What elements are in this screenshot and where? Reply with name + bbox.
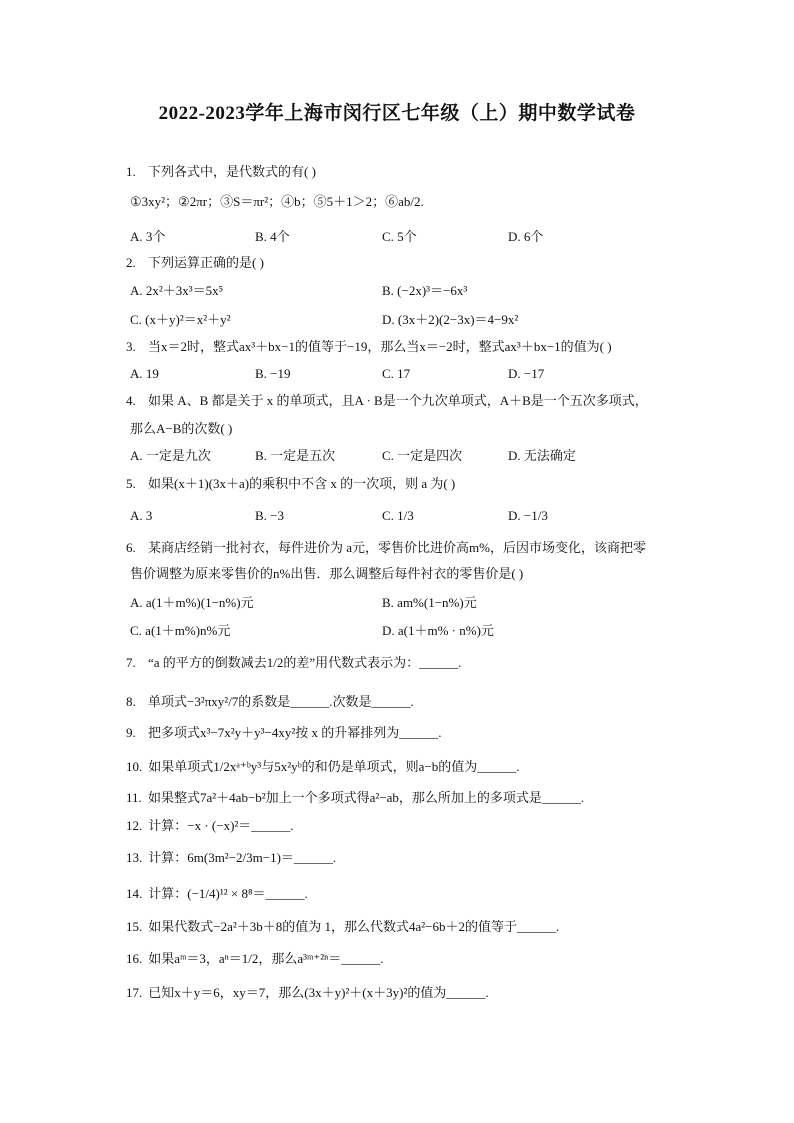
option-a[interactable]: A. 2x²＋3x³＝5x⁵ bbox=[130, 283, 224, 298]
question-6-cont: 售价调整为原来零售价的n%出售．那么调整后每件衬衣的零售价是( ) bbox=[130, 566, 524, 581]
question-number: 12. bbox=[126, 818, 143, 833]
question-number: 15. bbox=[126, 919, 143, 934]
question-number: 13. bbox=[126, 850, 143, 865]
question-stem: 如果(x＋1)(3x＋a)的乘积中不含 x 的一次项，则 a 为( ) bbox=[148, 476, 456, 491]
option-c[interactable]: C. 1/3 bbox=[382, 508, 414, 523]
question-1 bbox=[126, 162, 316, 182]
option-b[interactable]: B. −3 bbox=[255, 508, 285, 523]
page-title: 2022-2023学年上海市闵行区七年级（上）期中数学试卷 bbox=[158, 103, 636, 124]
question-number: 11. bbox=[126, 790, 142, 805]
question-stem: 某商店经销一批衬衣，每件进价为 a元，零售价比进价高m%，后因市场变化，该商把零 bbox=[148, 540, 646, 555]
option-c[interactable]: C. 一定是四次 bbox=[382, 448, 463, 463]
question-16 bbox=[126, 949, 383, 969]
question-stem[interactable]: 如果aᵐ＝3，aⁿ＝1/2，那么a³ᵐ⁺²ⁿ＝______. bbox=[148, 951, 384, 966]
question-stem[interactable]: 如果整式7a²＋4ab−b²加上一个多项式得a²−ab，那么所加上的多项式是______. bbox=[148, 790, 585, 805]
question-stem[interactable]: 如果单项式1/2xᵃ⁺ᵇy³与5x²yᵇ的和仍是单项式，则a−b的值为______. bbox=[148, 759, 520, 774]
question-number: 16. bbox=[126, 951, 143, 966]
question-stem[interactable]: “a 的平方的倒数减去1/2的差”用代数式表示为：______. bbox=[148, 655, 462, 670]
question-stem: 下列运算正确的是( ) bbox=[148, 255, 264, 270]
option-c[interactable]: C. a(1＋m%)n%元 bbox=[130, 623, 231, 638]
question-15 bbox=[126, 917, 559, 937]
option-b[interactable]: B. 4个 bbox=[255, 229, 290, 244]
question-13 bbox=[126, 848, 336, 868]
option-d[interactable]: D. −1/3 bbox=[508, 508, 548, 523]
question-8 bbox=[126, 692, 414, 712]
option-d[interactable]: D. −17 bbox=[508, 366, 545, 381]
option-c[interactable]: C. (x＋y)²＝x²＋y² bbox=[130, 312, 231, 327]
question-4-cont: 那么A−B的次数( ) bbox=[130, 421, 233, 436]
question-3 bbox=[126, 337, 612, 357]
question-stem[interactable]: 计算：−x · (−x)²＝______. bbox=[148, 818, 294, 833]
option-a[interactable]: A. a(1＋m%)(1−n%)元 bbox=[130, 595, 254, 610]
option-b[interactable]: B. 一定是五次 bbox=[255, 448, 336, 463]
question-stem: 下列各式中，是代数式的有( ) bbox=[148, 164, 316, 179]
question-11 bbox=[126, 788, 584, 808]
question-stem: 如果 A、B 都是关于 x 的单项式，且A · B是一个九次单项式，A＋B是一个五次多项式， bbox=[148, 393, 648, 408]
question-number: 9. bbox=[126, 725, 136, 740]
option-b[interactable]: B. am%(1−n%)元 bbox=[382, 595, 477, 610]
question-number: 17. bbox=[126, 985, 143, 1000]
question-10 bbox=[126, 757, 519, 777]
question-number: 3. bbox=[126, 339, 136, 354]
option-b[interactable]: B. −19 bbox=[255, 366, 291, 381]
question-stem[interactable]: 把多项式x³−7x²y＋y³−4xy²按 x 的升幂排列为______. bbox=[148, 725, 442, 740]
option-d[interactable]: D. 无法确定 bbox=[508, 448, 576, 463]
question-number: 1. bbox=[126, 164, 136, 179]
question-17 bbox=[126, 983, 489, 1003]
option-a[interactable]: A. 一定是九次 bbox=[130, 448, 211, 463]
question-number: 10. bbox=[126, 759, 143, 774]
option-d[interactable]: D. (3x＋2)(2−3x)＝4−9x² bbox=[382, 312, 519, 327]
question-12 bbox=[126, 816, 294, 836]
question-1-items: ①3xy²；②2πr；③S＝πr²；④b；⑤5＋1＞2；⑥ab/2. bbox=[130, 194, 424, 209]
question-stem[interactable]: 如果代数式−2a²＋3b＋8的值为 1，那么代数式4a²−6b＋2的值等于______. bbox=[148, 919, 560, 934]
option-c[interactable]: C. 5个 bbox=[382, 229, 417, 244]
question-number: 8. bbox=[126, 694, 136, 709]
question-number: 7. bbox=[126, 655, 136, 670]
question-14 bbox=[126, 884, 308, 904]
question-stem[interactable]: 已知x＋y＝6，xy＝7，那么(3x＋y)²＋(x＋3y)²的值为______. bbox=[148, 985, 489, 1000]
question-4 bbox=[126, 391, 648, 411]
option-a[interactable]: A. 19 bbox=[130, 366, 159, 381]
question-stem[interactable]: 计算：6m(3m²−2/3m−1)＝______. bbox=[148, 850, 337, 865]
question-stem[interactable]: 单项式−3²πxy²/7的系数是______.次数是______. bbox=[148, 694, 414, 709]
question-stem[interactable]: 计算：(−1/4)¹² × 8⁸＝______. bbox=[148, 886, 308, 901]
question-number: 14. bbox=[126, 886, 143, 901]
question-9 bbox=[126, 723, 442, 743]
question-2 bbox=[126, 253, 264, 273]
question-number: 2. bbox=[126, 255, 136, 270]
question-stem: 当x＝2时，整式ax³＋bx−1的值等于−19，那么当x＝−2时，整式ax³＋bx−1的值为( ) bbox=[148, 339, 612, 354]
option-a[interactable]: A. 3 bbox=[130, 508, 153, 523]
option-b[interactable]: B. (−2x)³＝−6x³ bbox=[382, 283, 468, 298]
question-number: 5. bbox=[126, 476, 136, 491]
question-5 bbox=[126, 474, 455, 494]
question-number: 4. bbox=[126, 393, 136, 408]
question-6 bbox=[126, 538, 646, 558]
option-d[interactable]: D. 6个 bbox=[508, 229, 544, 244]
question-number: 6. bbox=[126, 540, 136, 555]
option-c[interactable]: C. 17 bbox=[382, 366, 411, 381]
option-a[interactable]: A. 3个 bbox=[130, 229, 166, 244]
question-7 bbox=[126, 653, 461, 673]
option-d[interactable]: D. a(1＋m% · n%)元 bbox=[382, 623, 494, 638]
